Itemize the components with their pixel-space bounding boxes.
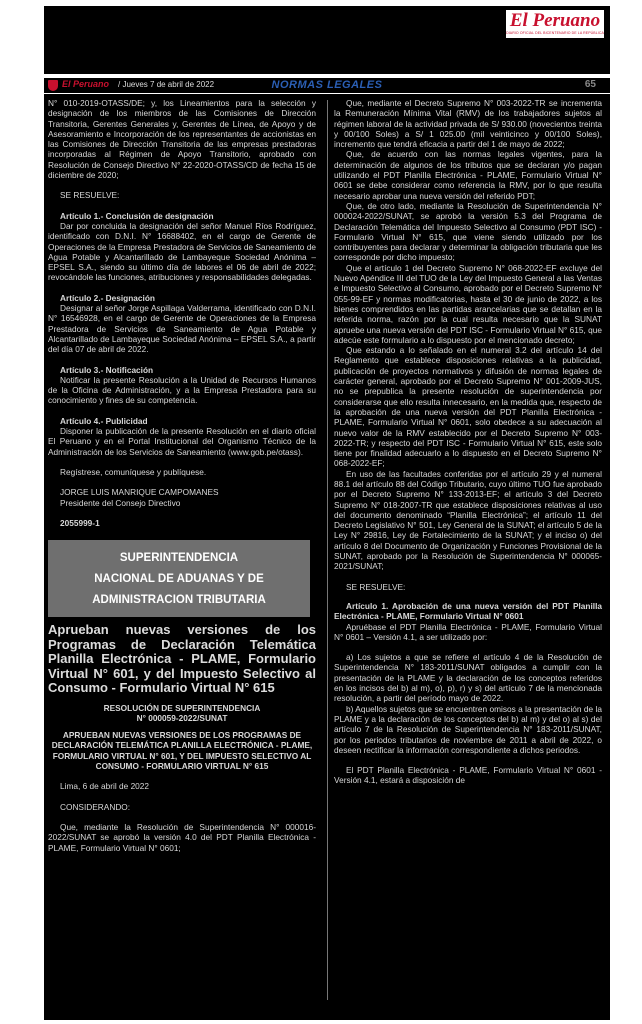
left-column [48,98,316,853]
closing-formula: Regístrese, comuníquese y publíquese. [60,466,207,477]
signer-name: JORGE LUIS MANRIQUE CAMPOMANES [60,487,219,498]
signer-role: Presidente del Consejo Directivo [60,497,181,508]
masthead-logo [506,10,604,38]
header-paper-name: El Peruano [62,79,110,89]
paragraph: Designar al señor Jorge Aspillaga Valderrama, identificado con D.N.I. N° 16546928, en el cargo de Gerente de Operaciones de la Empresa Prestadora de Servicios de Saneamiento de Agua Potable y Alcantarillado de Lambayeque Sociedad Anónima – EPSEL S.A., a partir del día 07 de abril de 2022. [48,303,316,355]
paragraph: b) Aquellos sujetos que se encuentren omisos a la presentación de la PLAME y a la declaración de los conceptos del b) al m) y del o) al s) del artículo 7 de la Resolución de Superintendencia N° 183-2011/SUNAT, por los periodos tributarios de noviembre de 2011 a abril de 2022, o deseen rectificar la información correspondiente a dichos periodos. [334,703,602,755]
page-number: 65 [584,79,596,90]
agency-name-line: NACIONAL DE ADUANAS Y DE [94,573,264,586]
paragraph: En uso de las facultades conferidas por el artículo 29 y el numeral 88.1 del artículo 88 del Código Tributario, cuyo último TUO fue aprobado por el Decreto Supremo N° 133-2013-EF; el artículo 3 del Decreto Supremo N° 018-2007-TR que establece disposiciones relativas al uso del documento denominado “Planilla Electrónica”; el artículo 11 del Decreto Legislativo N° 501, Ley General de la SUNAT; el artículo 5 de la Ley N° 29816, Ley de Fortalecimiento de la SUNAT; y el inciso o) del artículo 8 del Documento de Organización y Funciones Provisional de la SUNAT, aprobado por la Resolución de Superintendencia N° 000065-2021/SUNAT; [334,468,602,572]
article-heading: Artículo 3.- Notificación [60,364,154,375]
paragraph: Dar por concluida la designación del señor Manuel Ríos Rodríguez, identificado con D.N.I. N° 16688402, en el cargo de Gerente de Operaciones de la Empresa Prestadora de Servicios de Saneamiento de Agua Potable y Alcantarillado de Lambayeque Sociedad Anónima – EPSEL S.A., siendo su último día de labores el 06 de abril de 2022; revocándole las funciones, atribuciones y responsabilidades delegadas. [48,220,316,283]
place-date: Lima, 6 de abril de 2022 [60,781,150,792]
paragraph: Que, de otro lado, mediante la Resolución de Superintendencia N° 000024-2022/SUNAT, se aprobó la versión 5.3 del Programa de Declaración Telemática del Impuesto Selectivo al Consumo (PDT ISC) - Formulario Virtual N° 615, que viene siendo utilizado por los contribuyentes para declarar y determinar la obligación tributaria que les corresponde por dicho impuesto; [334,200,602,263]
paragraph: Que estando a lo señalado en el numeral 3.2 del artículo 14 del Reglamento que establece disposiciones relativas a la publicidad, publicación de proyectos normativos y difusión de normas legales de carácter general, aprobado por el Decreto Supremo N° 001-2009-JUS, no se prepublica la presente resolución de superintendencia por considerarse que ello resulta innecesario, en la medida que, respecto de la aprobación de una nueva versión del PDT Planilla Electrónica - PLAME, Formulario Virtual N° 0601, solo obedece a su adecuación al nuevo valor de la RMV establecido por el Decreto Supremo N° 003-2022-TR; y respecto del PDT ISC - Formulario Virtual N° 615, este solo tiene por finalidad adecuarlo a lo dispuesto en el Decreto Supremo N° 068-2022-EF; [334,345,602,469]
paragraph: Que el artículo 1 del Decreto Supremo N° 068-2022-EF excluye del Nuevo Apéndice III del TUO de la Ley del Impuesto General a las Ventas e Impuesto Selectivo al Consumo, aprobado por el Decreto Supremo N° 055-99-EF y normas modificatorias, hasta el 30 de junio de 2022, a los bienes comprendidos en las partidas arancelarias que se detallan en la referida norma, razón por la cual resulta necesario que la SUNAT apruebe una nueva versión del PDT ISC - Formulario Virtual N° 615, que adecúe este formulario a lo dispuesto por el mencionado decreto; [334,262,602,345]
article-heading: Artículo 1.- Conclusión de designación [60,210,214,221]
resolve-heading: SE RESUELVE: [60,190,120,201]
document-code: 2055999-1 [60,517,100,528]
header-section-title: NORMAS LEGALES [271,79,383,91]
paragraph: El PDT Planilla Electrónica - PLAME, Formulario Virtual N° 0601 - Versión 4.1, estará a disposición de [334,765,602,786]
logo-text: El Peruano [509,10,601,31]
page-header [44,78,610,93]
article-heading: Artículo 4.- Publicidad [60,415,148,426]
agency-banner [48,540,310,617]
column-divider [327,100,328,1000]
right-column [334,98,602,786]
paragraph: Disponer la publicación de la presente Resolución en el diario oficial El Peruano y en el Portal Institucional del Organismo Técnico de la Administración de los Servicios de Saneamiento (www.gob.pe/otass). [48,426,316,457]
resolve-heading: SE RESUELVE: [346,581,406,592]
logo-tagline: DIARIO OFICIAL DEL BICENTENARIO DE LA REPÚBLICA [506,31,604,35]
agency-name-line: SUPERINTENDENCIA [119,552,239,565]
paragraph: Que, de acuerdo con las normas legales vigentes, para la determinación de algunos de los tributos que se declaran y/o pagan utilizando el PDT Planilla Electrónica - PLAME, Formulario Virtual N° 0601 se debe considerar como referencia la RMV, por lo que resulta necesario aprobar una nueva versión del referido PDT; [334,149,602,201]
agency-name-line: ADMINISTRACION TRIBUTARIA [92,594,266,607]
article-headline: Aprueban nuevas versiones de los Programas de Declaración Telemática Planilla Electrónica - PLAME, Formulario Virtual N° 601, y del Impuesto Selectivo al Consumo - Formulario Virtual N° 615 [48,622,316,696]
paragraph: Que, mediante la Resolución de Superintendencia N° 000016-2022/SUNAT se aprobó la versión 4.0 del PDT Planilla Electrónica - PLAME, Formulario Virtual N° 0601; [48,821,316,853]
resolution-number: N° 000059-2022/SUNAT [136,712,228,723]
top-banner [44,6,610,74]
considerando-heading: CONSIDERANDO: [60,801,131,812]
paragraph: a) Los sujetos a que se refiere el artículo 4 de la Resolución de Superintendencia N° 183-2011/SUNAT obligados a cumplir con la presentación de la PLAME y la declaración de los conceptos referidos en los incisos del b) al m), o), p), r) y s) del artículo 7 de la mencionada resolución, a partir del período mayo de 2022. [334,652,602,704]
resolution-subtitle: APRUEBAN NUEVAS VERSIONES DE LOS PROGRAMAS DE DECLARACIÓN TELEMÁTICA PLANILLA ELECTRÓNICA - PLAME, FORMULARIO VIRTUAL N° 601, Y DEL IMPUESTO SELECTIVO AL CONSUMO - FORMULARIO VIRTUAL N° 615 [51,730,313,772]
paragraph: Notificar la presente Resolución a la Unidad de Recursos Humanos de la Oficina de Administración, y a la Empresa Prestadora para su conocimiento y fines de su competencia. [48,374,316,406]
paragraph: Que, mediante el Decreto Supremo N° 003-2022-TR se incrementa la Remuneración Mínima Vital (RMV) de los trabajadores sujetos al régimen laboral de la actividad privada de S/ 930.00 (novecientos treinta y 00/100 Soles) a S/ 1 025.00 (mil veinticinco y 00/100 Soles), incremento que tendrá eficacia a partir del 1 de mayo de 2022; [334,98,602,150]
resolution-title: RESOLUCIÓN DE SUPERINTENDENCIA [103,702,261,713]
article-heading: Artículo 2.- Designación [60,292,155,303]
page-body [44,94,610,1020]
paragraph: Apruébase el PDT Planilla Electrónica - PLAME, Formulario Virtual N° 0601 – Versión 4.1, a ser utilizado por: [334,621,602,642]
article-heading: Artículo 1. Aprobación de una nueva versión del PDT Planilla Electrónica - PLAME, Formulario Virtual N° 0601 [334,600,602,622]
header-date: / Jueves 7 de abril de 2022 [118,80,215,89]
newspaper-page [44,6,610,1020]
paragraph: N° 010-2019-OTASS/DE; y, los Lineamientos para la selección y designación de los miembros de las Comisiones de Dirección Transitoria, Gerentes Generales y, Gerentes de Línea, de Apoyo y de Asesoramiento e Incorporación de los representantes de accionistas en las Comisiones de Dirección Transitoria de las empresas prestadoras incorporadas al Régimen de Apoyo Transitorio, aprobado con Resolución de Consejo Directivo N° 22-2020-OTASS/CD de fecha 15 de diciembre de 2020; [48,98,316,181]
